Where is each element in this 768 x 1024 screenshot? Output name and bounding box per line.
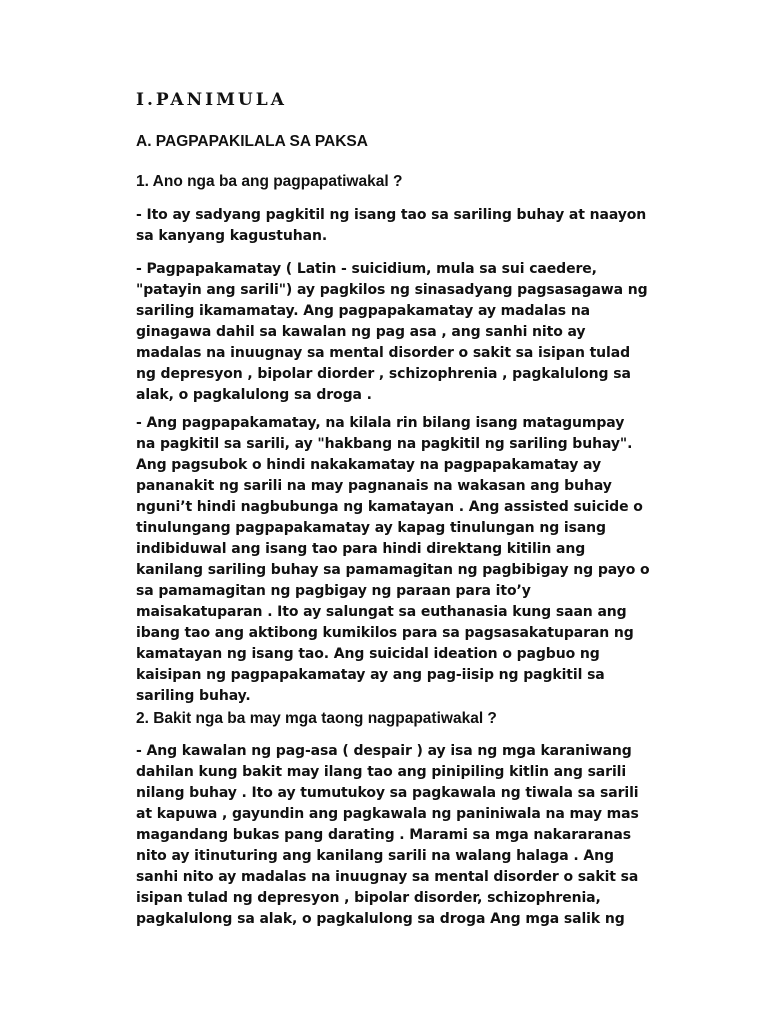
paragraph-3 [136,413,684,707]
paragraph-2-line: ng depresyon , bipolar diorder , schizophrenia , pagkalulong sa [136,366,631,382]
paragraph-4-line: isipan tulad ng depresyon , bipolar disorder, schizophrenia, [136,890,601,906]
paragraph-4-line: pagkalulong sa alak, o pagkalulong sa droga Ang mga salik ng [136,911,625,927]
paragraph-4-line: magandang bukas pang darating . Marami sa mga nakararanas [136,827,631,843]
paragraph-3-line: sa pamamagitan ng pagbigay ng paraan para ito’y [136,583,531,599]
paragraph-2-line: ginagawa dahil sa kawalan ng pag asa , ang sanhi nito ay [136,324,586,340]
term-pagpapakamatay: Pagpapakamatay [146,261,282,277]
section-a-heading: A. PAGPAPAKILALA SA PAKSA [136,133,368,150]
paragraph-2 [136,259,684,406]
paragraph-1-line: sa kanyang kagustuhan. [136,228,328,244]
paragraph-3-line: pananakit ng sarili na may pagnanais na wakasan ang buhay [136,478,612,494]
paragraph-3-line: nguni’t hindi nagbubunga ng kamatayan . Ang assisted suicide o [136,499,643,515]
question-1-heading: 1. Ano nga ba ang pagpapatiwakal ? [136,173,403,190]
paragraph-1-line: - Ito ay sadyang pagkitil ng isang tao sa sariling buhay at naayon [136,207,647,223]
paragraph-1 [136,205,684,247]
paragraph-2-line: sariling ikamamatay. Ang pagpapakamatay ay madalas na [136,303,591,319]
paragraph-2-line: "patayin ang sarili") ay pagkilos ng sinasadyang pagsasagawa ng [136,282,648,298]
document-title: I.PANIMULA [136,90,287,110]
paragraph-3-line: kamatayan ng isang tao. Ang suicidal ideation o pagbuo ng [136,646,600,662]
paragraph-2-line: madalas na inuugnay sa mental disorder o sakit sa isipan tulad [136,345,631,361]
paragraph-4-line: sanhi nito ay madalas na inuugnay sa mental disorder o sakit sa [136,869,639,885]
paragraph-3-line: ibang tao ang aktibong kumikilos para sa pagsasakatuparan ng [136,625,634,641]
paragraph-4-line: at kapuwa , gayundin ang pagkawala ng paniniwala na may mas [136,806,639,822]
paragraph-4-line: nito ay itinuturing ang kanilang sarili na walang halaga . Ang [136,848,614,864]
paragraph-3-line: sariling buhay. [136,688,251,704]
paragraph-3-line: Ang pagsubok o hindi nakakamatay na pagpapakamatay ay [136,457,601,473]
question-2-heading: 2. Bakit nga ba may mga taong nagpapatiwakal ? [136,710,497,727]
paragraph-3-line: kanilang sariling buhay sa pamamagitan ng pagbibigay ng payo o [136,562,650,578]
paragraph-3-line: - Ang pagpapakamatay, na kilala rin bilang isang matagumpay [136,415,625,431]
paragraph-4 [136,741,684,930]
paragraph-3-line: indibiduwal ang isang tao para hindi direktang kitilin ang [136,541,586,557]
paragraph-2-line: alak, o pagkalulong sa droga . [136,387,372,403]
paragraph-3-line: na pagkitil sa sarili, ay "hakbang na pagkitil ng sariling buhay". [136,436,633,452]
paragraph-2-line: - Pagpapakamatay ( Latin - suicidium, mula sa sui caedere, [136,261,597,277]
paragraph-4-line: nilang buhay . Ito ay tumutukoy sa pagkawala ng tiwala sa sarili [136,785,639,801]
paragraph-3-line: tinulungang pagpapakamatay ay kapag tinulungan ng isang [136,520,606,536]
paragraph-2-first-rest: ( Latin - suicidium, mula sa sui caedere, [281,261,597,277]
paragraph-4-line: dahilan kung bakit may ilang tao ang pinipiling kitlin ang sarili [136,764,627,780]
paragraph-3-line: kaisipan ng pagpapakamatay ay ang pag-iisip ng pagkitil sa [136,667,605,683]
paragraph-4-line: - Ang kawalan ng pag-asa ( despair ) ay isa ng mga karaniwang [136,743,632,759]
paragraph-3-line: maisakatuparan . Ito ay salungat sa euthanasia kung saan ang [136,604,627,620]
